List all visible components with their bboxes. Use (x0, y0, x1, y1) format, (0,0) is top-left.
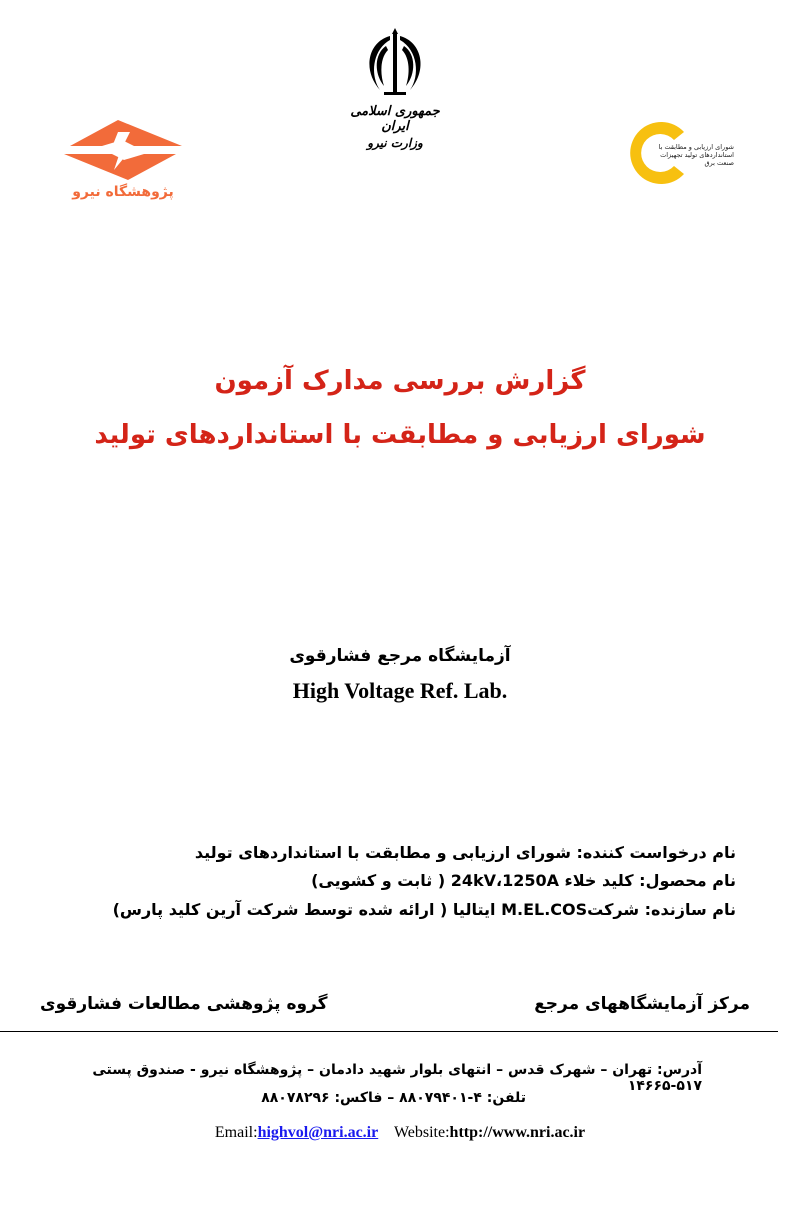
iran-emblem-logo (340, 28, 450, 178)
nri-logo (62, 118, 184, 208)
website-url: http://www.nri.ac.ir (449, 1124, 586, 1141)
product-line: نام محصول: کلید خلاء 24kV،1250A ( ثابت و کشویی) (311, 871, 736, 890)
manufacturer-line: نام سازنده: شرکتM.EL.COS ایتالیا ( ارائه شده توسط شرکت آرین کلید پارس) (112, 900, 736, 919)
reference-labs-center-name: مرکز آزمایشگاههای مرجع (534, 994, 750, 1014)
hv-research-group-name: گروه پژوهشی مطالعات فشارقوی (40, 994, 328, 1014)
phone-fax-line: تلفن: ۴-۸۸۰۷۹۴۰۱ – فاکس: ۸۸۰۷۸۲۹۶ (261, 1090, 526, 1106)
nri-name-text: پژوهشگاه نیرو (72, 184, 174, 200)
report-title-line1: گزارش بررسی مدارک آزمون (214, 366, 586, 396)
council-text-line2: استانداردهای تولید تجهیزات (660, 151, 734, 159)
requester-line: نام درخواست کننده: شورای ارزیابی و مطابقت با استانداردهای تولید (194, 843, 736, 862)
council-text-line3: صنعت برق (704, 159, 734, 167)
nri-lightning-icon (62, 118, 184, 182)
email-link[interactable]: highvol@nri.ac.ir (257, 1124, 379, 1141)
contact-line (0, 1124, 800, 1142)
footer-divider (0, 1031, 778, 1032)
lab-name-english: High Voltage Ref. Lab. (292, 678, 508, 703)
website-label: Website: (393, 1124, 450, 1141)
address-line: آدرس: تهران – شهرک قدس – انتهای بلوار شهید دادمان – پژوهشگاه نیرو - صندوق پستی ۵۱۷-۱۴۶۶۵ (92, 1062, 702, 1094)
emblem-country-text: جمهوری اسلامی ایران (350, 104, 440, 134)
emblem-icon (340, 28, 450, 100)
council-text-line1: شورای ارزیابی و مطابقت با (658, 143, 734, 151)
council-logo (622, 118, 742, 188)
emblem-ministry-text: وزارت نیرو (367, 136, 423, 150)
report-title-line2: شورای ارزیابی و مطابقت با استانداردهای تولید (94, 420, 706, 450)
email-label: Email: (214, 1124, 258, 1141)
lab-name-persian: آزمایشگاه مرجع فشارقوی (289, 646, 511, 666)
